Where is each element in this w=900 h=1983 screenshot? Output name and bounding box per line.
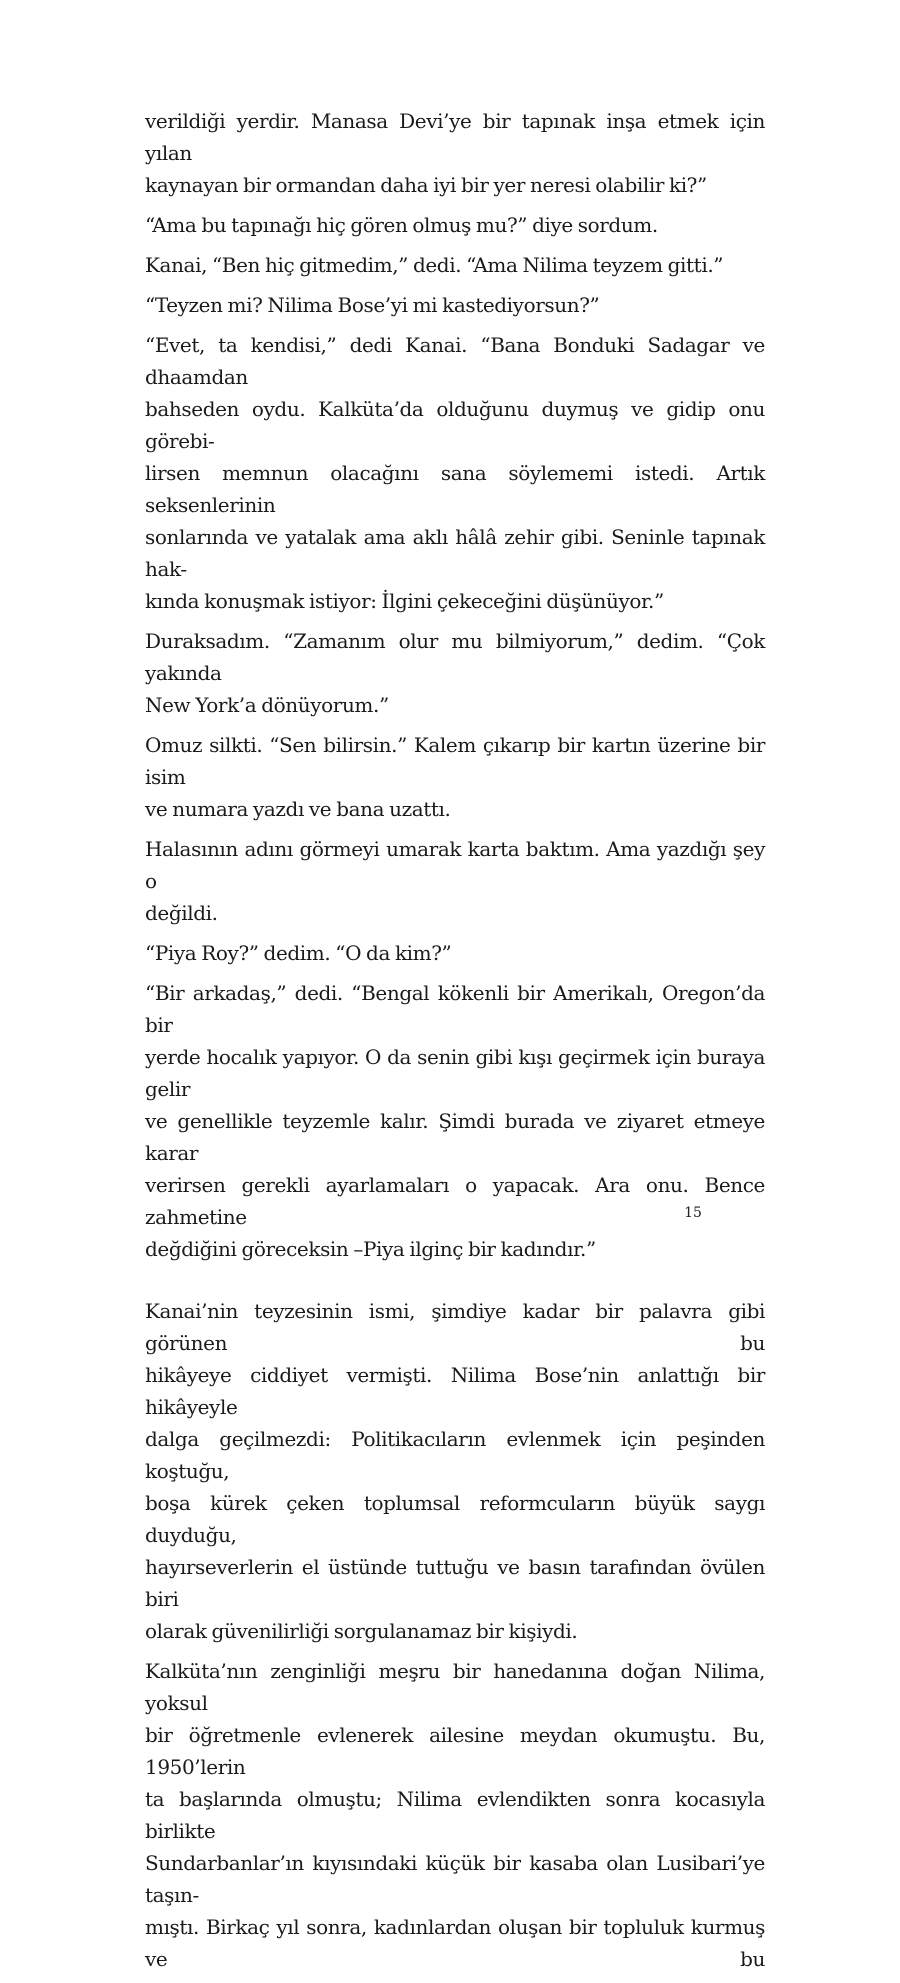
- text-line: yerde hocalık yapıyor. O da senin gibi kışı geçirmek için buraya gelir: [145, 1045, 765, 1101]
- text-line: “Teyzen mi? Nilima Bose’yi mi kastediyorsun?”: [145, 293, 600, 317]
- text-line: hayırseverlerin el üstünde tuttuğu ve basın tarafından övülen biri: [145, 1555, 765, 1611]
- paragraph: [145, 1655, 765, 1975]
- text-line: verirsen gerekli ayarlamaları o yapacak. Ara onu. Bence zahmetine: [145, 1173, 765, 1229]
- text-line: Kanai, “Ben hiç gitmedim,” dedi. “Ama Nilima teyzem gitti.”: [145, 253, 724, 277]
- text-line: sonlarında ve yatalak ama aklı hâlâ zehir gibi. Seninle tapınak hak-: [145, 525, 765, 581]
- text-line: değildi.: [145, 901, 218, 925]
- text-line: ta başlarında olmuştu; Nilima evlendikten sonra kocasıyla birlikte: [145, 1787, 765, 1843]
- text-line: hikâyeye ciddiyet vermişti. Nilima Bose’nin anlattığı bir hikâyeyle: [145, 1363, 765, 1419]
- text-line: “Ama bu tapınağı hiç gören olmuş mu?” diye sordum.: [145, 213, 658, 237]
- paragraph: [145, 329, 765, 617]
- text-line: Omuz silkti. “Sen bilirsin.” Kalem çıkarıp bir kartın üzerine bir isim: [145, 733, 765, 789]
- paragraph: [145, 977, 765, 1265]
- text-line: Sundarbanlar’ın kıyısındaki küçük bir kasaba olan Lusibari’ye taşın-: [145, 1851, 765, 1907]
- text-line: Duraksadım. “Zamanım olur mu bilmiyorum,” dedim. “Çok yakında: [145, 629, 765, 685]
- text-line: kında konuşmak istiyor: İlgini çekeceğini düşünüyor.”: [145, 589, 664, 613]
- paragraph: [145, 937, 765, 969]
- text-line: Kanai’nin teyzesinin ismi, şimdiye kadar bir palavra gibi görünen bu: [145, 1299, 765, 1355]
- text-line: ve numara yazdı ve bana uzattı.: [145, 797, 451, 821]
- text-line: “Evet, ta kendisi,” dedi Kanai. “Bana Bonduki Sadagar ve dhaamdan: [145, 333, 765, 389]
- text-line: dalga geçilmezdi: Politikacıların evlenmek için peşinden koştuğu,: [145, 1427, 765, 1483]
- text-line: olarak güvenilirliği sorgulanamaz bir kişiydi.: [145, 1619, 578, 1643]
- text-line: “Piya Roy?” dedim. “O da kim?”: [145, 941, 452, 965]
- text-line: kaynayan bir ormandan daha iyi bir yer neresi olabilir ki?”: [145, 173, 707, 197]
- text-line: mıştı. Birkaç yıl sonra, kadınlardan oluşan bir topluluk kurmuş ve bu: [145, 1915, 765, 1971]
- paragraph: [145, 209, 765, 241]
- text-line: değdiğini göreceksin –Piya ilginç bir kadındır.”: [145, 1237, 596, 1261]
- text-line: verildiği yerdir. Manasa Devi’ye bir tapınak inşa etmek için yılan: [145, 109, 765, 165]
- text-line: lirsen memnun olacağını sana söylememi istedi. Artık seksenlerinin: [145, 461, 765, 517]
- text-line: Kalküta’nın zenginliği meşru bir hanedanına doğan Nilima, yoksul: [145, 1659, 765, 1715]
- book-page-text: [145, 105, 765, 1983]
- text-line: New York’a dönüyorum.”: [145, 693, 389, 717]
- paragraph: [145, 729, 765, 825]
- text-line: bir öğretmenle evlenerek ailesine meydan okumuştu. Bu, 1950’lerin: [145, 1723, 765, 1779]
- paragraph: [145, 249, 765, 281]
- paragraph: [145, 625, 765, 721]
- page-number: 15: [684, 1205, 702, 1221]
- paragraph: [145, 105, 765, 201]
- text-line: ve genellikle teyzemle kalır. Şimdi burada ve ziyaret etmeye karar: [145, 1109, 765, 1165]
- text-line: “Bir arkadaş,” dedi. “Bengal kökenli bir Amerikalı, Oregon’da bir: [145, 981, 765, 1037]
- paragraph: [145, 289, 765, 321]
- text-line: boşa kürek çeken toplumsal reformcuların büyük saygı duyduğu,: [145, 1491, 765, 1547]
- paragraph: [145, 833, 765, 929]
- paragraph: [145, 1295, 765, 1647]
- text-line: Halasının adını görmeyi umarak karta baktım. Ama yazdığı şey o: [145, 837, 765, 893]
- text-line: bahseden oydu. Kalküta’da olduğunu duymuş ve gidip onu görebi-: [145, 397, 765, 453]
